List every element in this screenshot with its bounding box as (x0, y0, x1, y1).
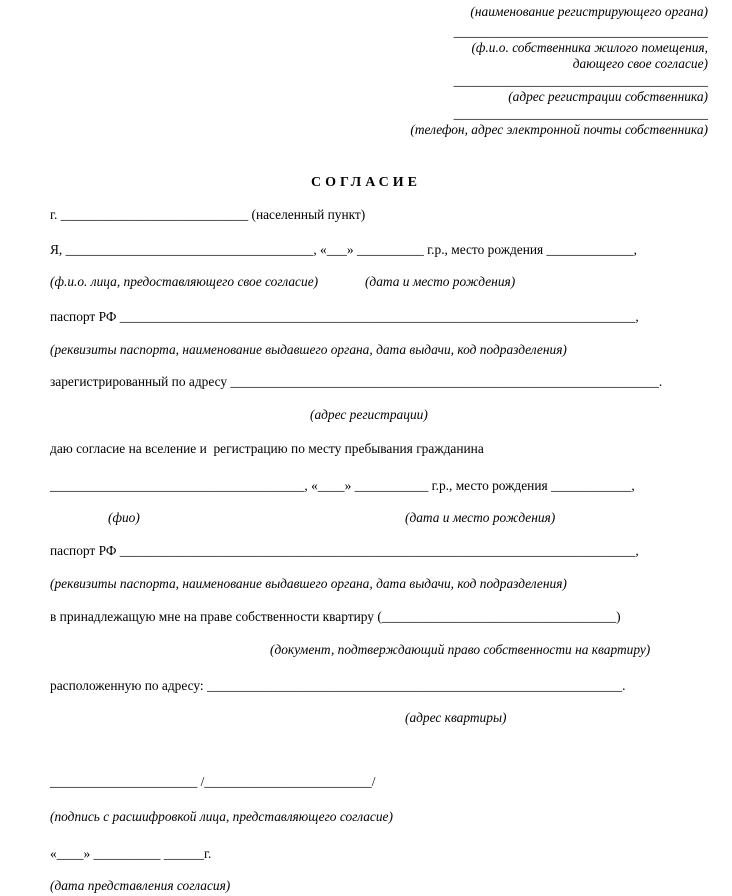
applicant-line: Я, _____________________________________, «___» __________ г.р., место рождения _____________, (50, 242, 637, 257)
header-owner-contact-caption: (телефон, адрес электронной почты собственника) (410, 122, 708, 137)
submission-date-line: «____» __________ ______г. (50, 846, 212, 861)
signature-line: ______________________ /_________________________/ (50, 774, 376, 789)
document-title: СОГЛАСИЕ (311, 175, 421, 190)
citizen-passport-line: паспорт РФ _____________________________________________________________________________, (50, 543, 639, 558)
applicant-caption: (ф.и.о. лица, предоставляющего свое согласие) (дата и место рождения) (50, 274, 516, 289)
header-blank-line-address: ______________________________________ (453, 73, 708, 88)
citizen-name-caption: (фио) (108, 510, 140, 525)
header-blank-line-contact: ______________________________________ (453, 106, 708, 121)
registered-address-caption: (адрес регистрации) (310, 407, 428, 422)
applicant-passport-caption: (реквизиты паспорта, наименование выдавшего органа, дата выдачи, код подразделения) (50, 342, 567, 357)
city-field: г. ____________________________ (населенный пункт) (50, 207, 366, 222)
registered-address-line: зарегистрированный по адресу ________________________________________________________________. (50, 374, 663, 389)
apartment-address-caption: (адрес квартиры) (405, 710, 507, 725)
consent-statement: даю согласие на вселение и регистрацию по месту пребывания гражданина (50, 441, 484, 456)
citizen-date-caption: (дата и место рождения) (405, 510, 556, 525)
citizen-passport-caption: (реквизиты паспорта, наименование выдавшего органа, дата выдачи, код подразделения) (50, 576, 567, 591)
apartment-caption: (документ, подтверждающий право собственности на квартиру) (270, 642, 651, 657)
apartment-address-line: расположенную по адресу: ______________________________________________________________. (50, 678, 626, 693)
header-blank-line-owner: ______________________________________ (453, 24, 708, 39)
header-owner-address-caption: (адрес регистрации собственника) (508, 89, 708, 104)
header-owner-consent-caption: дающего свое согласие) (572, 56, 708, 71)
header-owner-name-caption: (ф.и.о. собственника жилого помещения, (471, 40, 708, 55)
apartment-line: в принадлежащую мне на праве собственности квартиру (___________________________________) (50, 609, 621, 624)
citizen-line: ______________________________________, «____» ___________ г.р., место рождения ____________, (50, 478, 635, 493)
header-registering-authority: (наименование регистрирующего органа) (470, 4, 708, 19)
signature-caption: (подпись с расшифровкой лица, представляющего согласие) (50, 809, 393, 824)
applicant-passport-line: паспорт РФ _____________________________________________________________________________, (50, 309, 639, 324)
submission-date-caption: (дата представления согласия) (50, 878, 231, 893)
